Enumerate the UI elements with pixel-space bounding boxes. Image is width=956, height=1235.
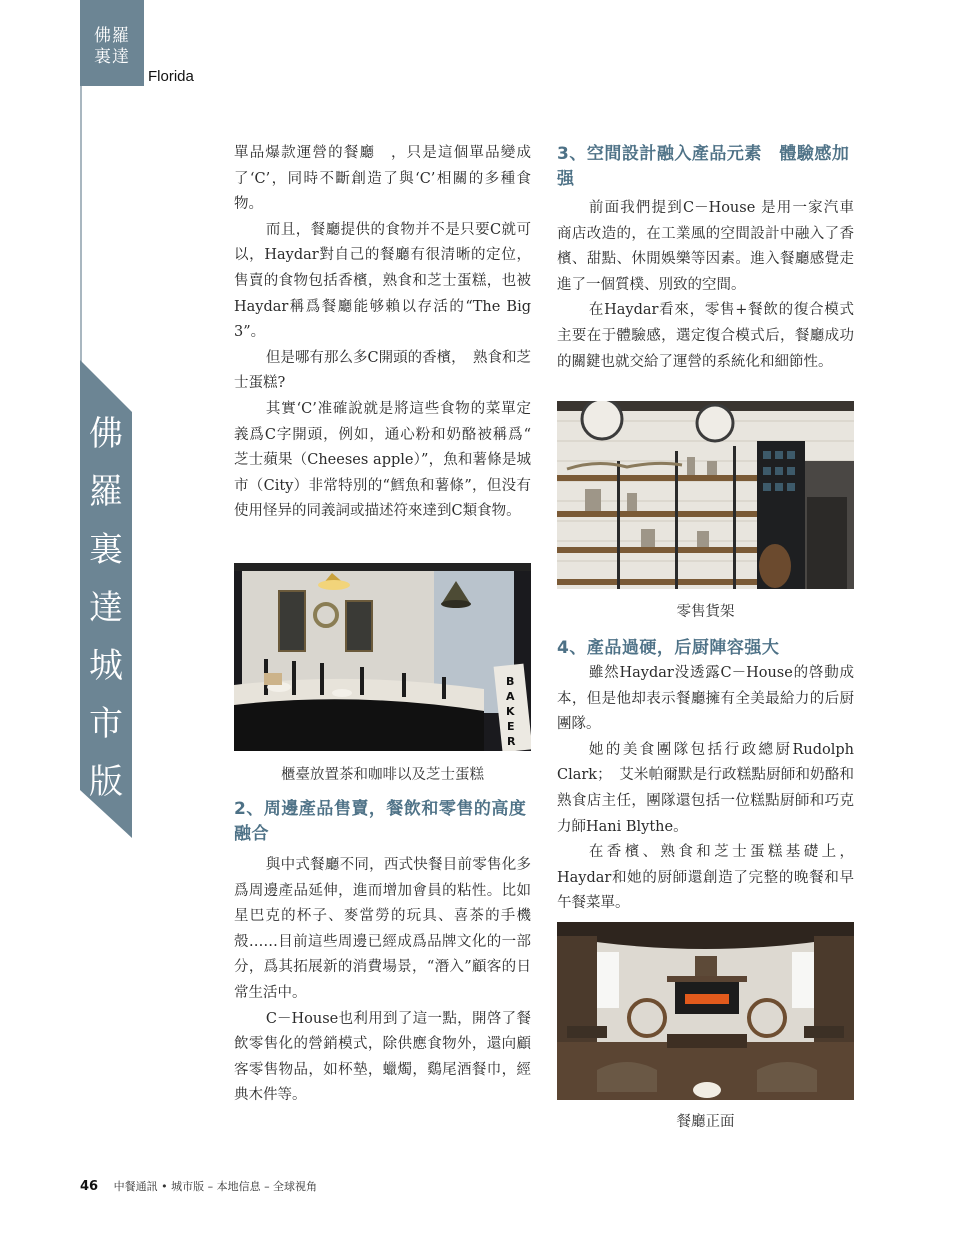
side-char: 版 [89,762,123,802]
paragraph: 在香檳、熟食和芝士蛋糕基礎上，Haydar和她的厨師還創造了完整的晚餐和早午餐菜單。 [557,844,854,912]
paragraph: 但是哪有那么多C開頭的香檳， 熟食和芝士蛋糕? [234,349,531,392]
sign-letter: B [506,675,515,688]
restaurant-front-photo [557,922,854,1100]
page-number: 46 [80,1179,99,1194]
side-char: 達 [89,588,123,628]
paragraph: 與中式餐廳不同，西式快餐目前零售化多爲周邊產品延伸，進而增加會員的粘性。比如星巴克的杯子、麥當勞的玩具、喜茶的手機殼……目前這些周邊已經成爲品牌文化的一部分，爲其拓展新的消費場景，“潛入”顧客的日常生活中。 [234,857,531,1001]
sign-letter: R [507,735,516,748]
side-char: 市 [89,704,123,744]
sign-letter: K [506,705,515,718]
counter-photo-caption: 櫃臺放置茶和咖啡以及芝士蛋糕 [281,767,484,783]
region-english-label: Florida [148,68,194,85]
page-footer [80,1178,317,1194]
side-char: 裏 [89,530,123,570]
side-char: 佛 [89,414,123,454]
left-column-top [234,141,531,525]
paragraph: 雖然Haydar没透露C－House的啓動成本，但是他却表示餐廳擁有全美最給力的后厨團隊。 [557,665,854,733]
side-char: 城 [89,646,123,686]
section-2-heading: 2、周邊產品售賣，餐飲和零售的高度融合 [234,799,527,844]
sign-letter: A [506,690,515,703]
region-tab-line1: 佛羅 [94,26,130,46]
side-char: 羅 [89,472,123,512]
right-column-top [557,142,854,375]
footer-text: 中餐通訊 • 城市版 – 本地信息 – 全球視角 [113,1180,318,1193]
paragraph: 前面我們提到C－House 是用一家汽車商店改造的，在工業風的空間設計中融入了香檳、甜點、休閒娛樂等因素。進入餐廳感覺走進了一個質樸、別致的空間。 [557,200,854,293]
restaurant-front-caption: 餐廳正面 [676,1114,735,1130]
side-banner-text [80,405,132,811]
paragraph: 而且，餐廳提供的食物并不是只要C就可以，Haydar對自己的餐廳有很清晰的定位，售賣的食物包括香檳，熟食和芝士蛋糕，也被Haydar稱爲餐廳能够賴以存活的“The Big 3”。 [234,221,531,341]
paragraph: 其實‘C’准確說就是將這些食物的菜單定義爲C字開頭，例如，通心粉和奶酪被稱爲“ 芝士蘋果（Cheeses apple）”，魚和薯條是城市（City）非常特別的“鱈魚和薯條”，但没有使用怪异的同義詞或描述符來達到C類食物。 [234,400,531,520]
section-3-heading: 3、空間設計融入產品元素 體驗感加强 [557,144,850,189]
side-divider-line [80,86,82,372]
right-column-bottom [557,636,854,917]
retail-shelves-caption: 零售貨架 [676,604,735,620]
paragraph: 她的美食團隊包括行政總厨Rudolph Clark； 艾米帕爾默是行政糕點厨師和奶酪和熟食店主任，團隊還包括一位糕點厨師和巧克力師Hani Blythe。 [557,741,854,835]
sign-letter: E [507,720,515,733]
region-tab-line2: 裏達 [94,47,130,67]
paragraph: 在Haydar看來，零售+餐飲的復合模式主要在于體驗感，選定復合模式后，餐廳成功的關鍵也就交給了運營的系統化和細節性。 [557,302,854,370]
paragraph: C－House也利用到了這一點，開啓了餐飲零售化的營銷模式，除供應食物外，還向顧客零售物品，如杯墊，蠟燭，鷄尾酒餐巾，經典木件等。 [234,1010,531,1104]
left-column-bottom [234,797,531,1109]
section-4-heading: 4、產品過硬，后厨陣容强大 [557,638,780,658]
paragraph: 單品爆款運營的餐廳 ，只是這個單品變成了‘C’，同時不斷創造了與‘C’相關的多種食物。 [234,145,531,213]
region-tab [80,0,144,86]
retail-shelves-photo [557,401,854,589]
counter-photo [234,563,531,751]
